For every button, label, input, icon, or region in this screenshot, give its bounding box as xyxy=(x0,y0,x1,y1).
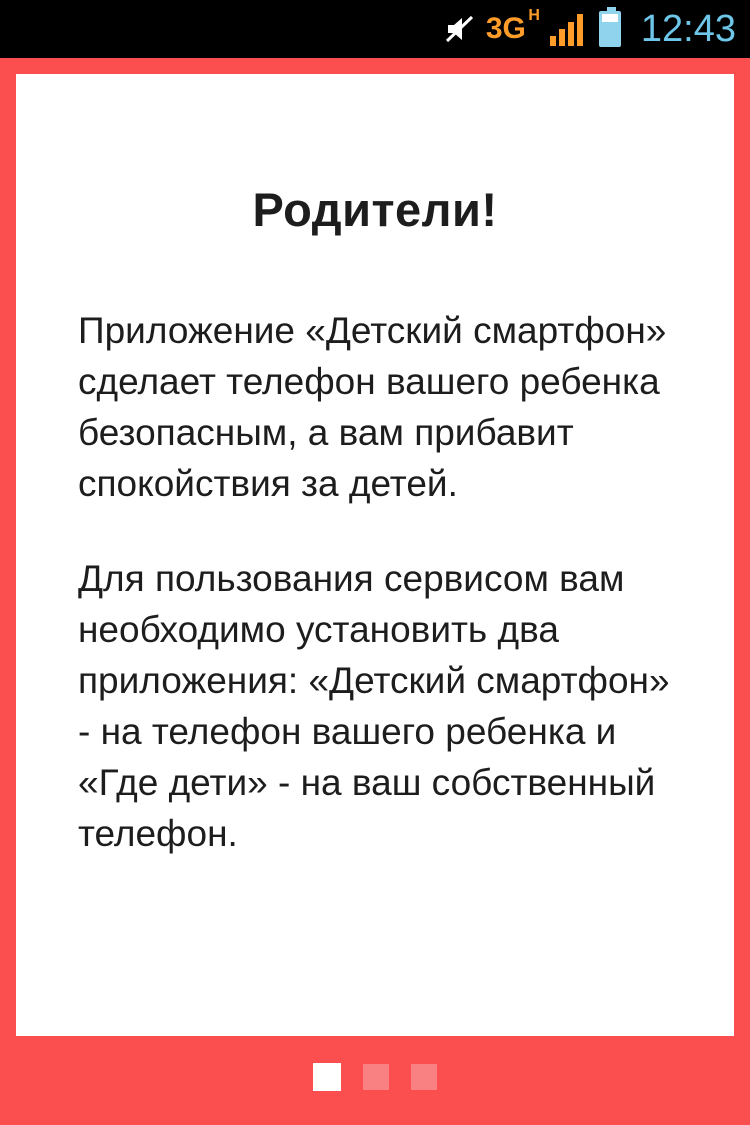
status-bar-clock: 12:43 xyxy=(640,8,736,50)
network-type-label xyxy=(485,7,540,45)
page-dot-2[interactable] xyxy=(363,1064,389,1090)
mute-icon xyxy=(442,12,476,46)
page-dot-1[interactable] xyxy=(313,1063,341,1091)
page-indicator xyxy=(0,1063,750,1091)
network-hspa-indicator: H xyxy=(528,7,540,24)
intro-paragraph-1: Приложение «Детский смартфон» сделает телефон вашего ребенка безопасным, а вам прибавит спокойствия за детей. xyxy=(78,310,667,504)
page-title: Родители! xyxy=(252,183,498,236)
network-type-text: 3G xyxy=(485,12,526,45)
signal-bars-icon xyxy=(550,12,583,46)
intro-paragraph-2: Для пользования сервисом вам необходимо установить два приложения: «Детский смартфон» - на телефон вашего ребенка и «Где дети» - на ваш собственный телефон. xyxy=(78,558,670,854)
onboarding-card xyxy=(16,74,734,1036)
status-bar-icons xyxy=(442,7,736,50)
status-bar xyxy=(0,0,750,58)
battery-icon xyxy=(599,11,621,47)
page-dot-3[interactable] xyxy=(411,1064,437,1090)
